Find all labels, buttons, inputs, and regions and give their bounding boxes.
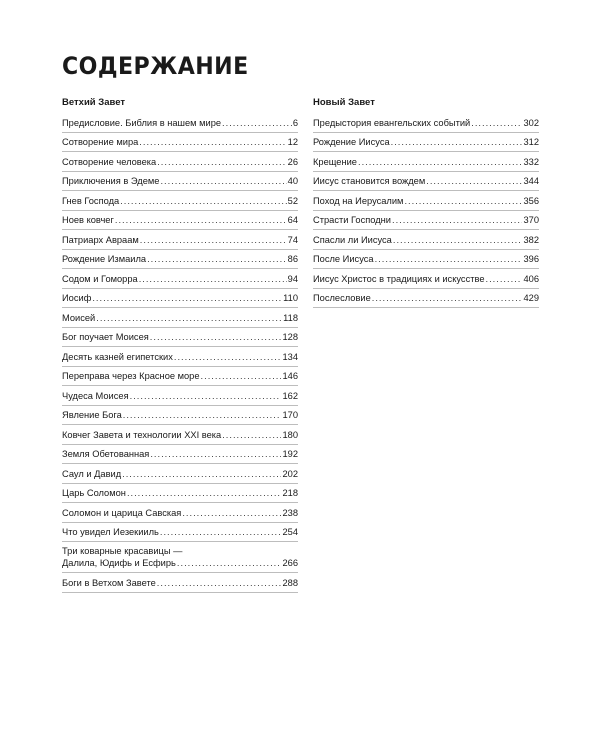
toc-entry[interactable] (62, 347, 298, 367)
toc-entry-page: 52 (287, 195, 298, 206)
toc-entry-title: Страсти Господни (313, 215, 391, 225)
toc-entry[interactable] (313, 152, 539, 172)
toc-entry-page: 254 (282, 527, 298, 537)
dot-leader (393, 235, 523, 245)
toc-entry-page: 134 (282, 351, 298, 362)
toc-entry-title: Приключения в Эдеме (62, 176, 160, 186)
toc-entry-page: 74 (287, 234, 298, 245)
toc-entry[interactable] (62, 406, 298, 426)
toc-entry[interactable] (62, 250, 298, 270)
toc-entry-title: Предисловие. Библия в нашем мире (62, 117, 222, 128)
dot-leader (426, 176, 522, 186)
dot-leader (404, 196, 522, 206)
toc-entry-page: 180 (282, 429, 298, 440)
toc-entry-title: Соломон и царица Савская (62, 507, 182, 518)
toc-entry-page: 192 (282, 449, 298, 459)
dot-leader (157, 157, 286, 167)
toc-entry[interactable] (313, 269, 539, 289)
toc-entry[interactable] (62, 523, 298, 543)
toc-entry[interactable] (62, 308, 298, 328)
dot-leader (372, 293, 523, 303)
toc-entry-title: Иосиф (62, 293, 92, 303)
dot-leader (139, 137, 286, 147)
toc-entry-title: Боги в Ветхом Завете (62, 577, 156, 588)
toc-entry-title: Переправа через Красное море (62, 371, 200, 381)
toc-entry[interactable] (62, 269, 298, 289)
toc-entry-page: 332 (523, 156, 539, 167)
toc-entry-line2 (62, 557, 298, 569)
dot-leader (92, 293, 282, 303)
toc-entry-title: Содом и Гоморра (62, 273, 138, 284)
toc-entry-title: Ноев ковчег (62, 215, 114, 225)
toc-entry[interactable] (313, 230, 539, 250)
toc-entry[interactable] (62, 484, 298, 504)
toc-entry-page: 118 (283, 312, 298, 323)
dot-leader (127, 488, 282, 498)
old-testament-column (62, 97, 298, 593)
dot-leader (222, 430, 281, 440)
toc-entry-title: Моисей (62, 312, 96, 323)
toc-entry-page: 344 (523, 176, 539, 186)
toc-entry[interactable] (62, 172, 298, 192)
dot-leader (157, 578, 282, 588)
toc-entry[interactable] (313, 172, 539, 192)
toc-entry-title: Рождение Иисуса (313, 137, 390, 147)
dot-leader (177, 557, 282, 569)
dot-leader (96, 313, 282, 323)
toc-entry[interactable] (313, 211, 539, 231)
dot-leader (150, 332, 282, 342)
toc-entry-page: 302 (523, 117, 539, 128)
toc-entry-page: 356 (523, 195, 539, 206)
toc-entry[interactable] (62, 191, 298, 211)
dot-leader (485, 274, 522, 284)
toc-entry-page: 288 (282, 577, 298, 588)
toc-entry-page: 110 (283, 293, 298, 303)
toc-entry-page: 238 (282, 507, 298, 518)
toc-entry-page: 86 (287, 254, 298, 264)
dot-leader (115, 215, 287, 225)
toc-entry-page: 26 (287, 156, 298, 167)
toc-entry[interactable] (62, 425, 298, 445)
dot-leader (139, 274, 287, 284)
toc-entry-page: 266 (282, 558, 298, 568)
dot-leader (471, 118, 522, 128)
dot-leader (147, 254, 287, 264)
toc-entry-title: Сотворение человека (62, 156, 157, 167)
toc-entry-title: Три коварные красавицы — (62, 546, 183, 556)
toc-entry-title: Десять казней египетских (62, 351, 173, 362)
toc-entry[interactable] (62, 328, 298, 348)
dot-leader (375, 254, 523, 264)
toc-entry-title: Спасли ли Иисуса (313, 234, 392, 245)
toc-entry[interactable] (62, 386, 298, 406)
dot-leader (140, 235, 287, 245)
dot-leader (150, 449, 281, 459)
toc-entry-title: Поход на Иерусалим (313, 195, 404, 206)
toc-entry-page: 170 (282, 410, 298, 420)
toc-entry[interactable] (62, 211, 298, 231)
toc-entry-page: 312 (523, 137, 539, 147)
toc-entry-page: 370 (523, 215, 539, 225)
toc-entry-title: Земля Обетованная (62, 449, 150, 459)
toc-entry-page: 202 (282, 468, 298, 479)
toc-entry-page: 6 (292, 117, 298, 128)
toc-entry-title-continued: Далила, Юдифь и Есфирь (62, 558, 176, 568)
toc-entry-title: Сотворение мира (62, 137, 139, 147)
toc-entry-title: Что увидел Иезекииль (62, 527, 159, 537)
toc-entry[interactable] (313, 191, 539, 211)
toc-entry-title: После Иисуса (313, 254, 374, 264)
toc-entry[interactable] (62, 230, 298, 250)
dot-leader (120, 196, 286, 206)
toc-entry[interactable] (62, 445, 298, 465)
toc-entry-title: Патриарх Авраам (62, 234, 139, 245)
toc-entry-page: 40 (287, 176, 298, 186)
toc-entry-title: Иисус Христос в традициях и искусстве (313, 273, 485, 284)
toc-entry[interactable] (62, 289, 298, 309)
toc-entry-page: 429 (523, 293, 539, 303)
toc-entry-title: Явление Бога (62, 410, 122, 420)
toc-entry-title: Гнев Господа (62, 195, 120, 206)
toc-entry-title: Рождение Измаила (62, 254, 147, 264)
dot-leader (222, 118, 292, 128)
dot-leader (122, 469, 281, 479)
toc-entry[interactable] (62, 367, 298, 387)
toc-entry-page: 382 (523, 234, 539, 245)
dot-leader (201, 371, 282, 381)
dot-leader (392, 215, 523, 225)
toc-entry-page: 146 (282, 371, 298, 381)
dot-leader (182, 508, 281, 518)
dot-leader (123, 410, 282, 420)
toc-entry-page: 94 (287, 273, 298, 284)
toc-entry[interactable] (62, 113, 298, 133)
toc-entry-title: Царь Соломон (62, 488, 126, 498)
toc-entry[interactable] (62, 464, 298, 484)
dot-leader (160, 176, 286, 186)
section-heading-new-testament: Новый Завет (313, 97, 375, 108)
toc-entry-title: Бог поучает Моисея (62, 332, 149, 342)
old-testament-list (62, 113, 298, 593)
toc-entry[interactable] (62, 152, 298, 172)
toc-entry-title: Чудеса Моисея (62, 390, 129, 401)
toc-entry-title: Крещение (313, 156, 357, 167)
new-testament-list (313, 113, 539, 308)
dot-leader (358, 157, 523, 167)
toc-entry-title: Саул и Давид (62, 468, 122, 479)
toc-entry[interactable] (313, 133, 539, 153)
toc-entry-page: 218 (282, 488, 298, 498)
toc-entry-title: Послесловие (313, 293, 371, 303)
toc-entry-page: 396 (523, 254, 539, 264)
dot-leader (160, 527, 282, 537)
toc-entry[interactable] (313, 250, 539, 270)
section-heading-old-testament: Ветхий Завет (62, 97, 126, 108)
toc-entry[interactable] (62, 503, 298, 523)
toc-entry-page: 406 (523, 273, 539, 284)
dot-leader (174, 352, 282, 362)
dot-leader (130, 391, 282, 401)
toc-entry-page: 128 (282, 332, 298, 342)
new-testament-column (313, 97, 539, 308)
toc-entry[interactable] (313, 113, 539, 133)
toc-entry-title: Иисус становится вождем (313, 176, 426, 186)
toc-entry[interactable] (62, 542, 298, 573)
page-title: СОДЕРЖАНИЕ (62, 52, 249, 80)
toc-entry-page: 12 (287, 137, 298, 147)
toc-entry[interactable] (62, 573, 298, 593)
toc-entry-page: 64 (287, 215, 298, 225)
toc-entry[interactable] (62, 133, 298, 153)
toc-entry-page: 162 (282, 390, 298, 401)
toc-entry[interactable] (313, 289, 539, 309)
dot-leader (391, 137, 523, 147)
toc-entry-title: Предыстория евангельских событий (313, 117, 471, 128)
toc-entry-title: Ковчег Завета и технологии XXI века (62, 429, 222, 440)
